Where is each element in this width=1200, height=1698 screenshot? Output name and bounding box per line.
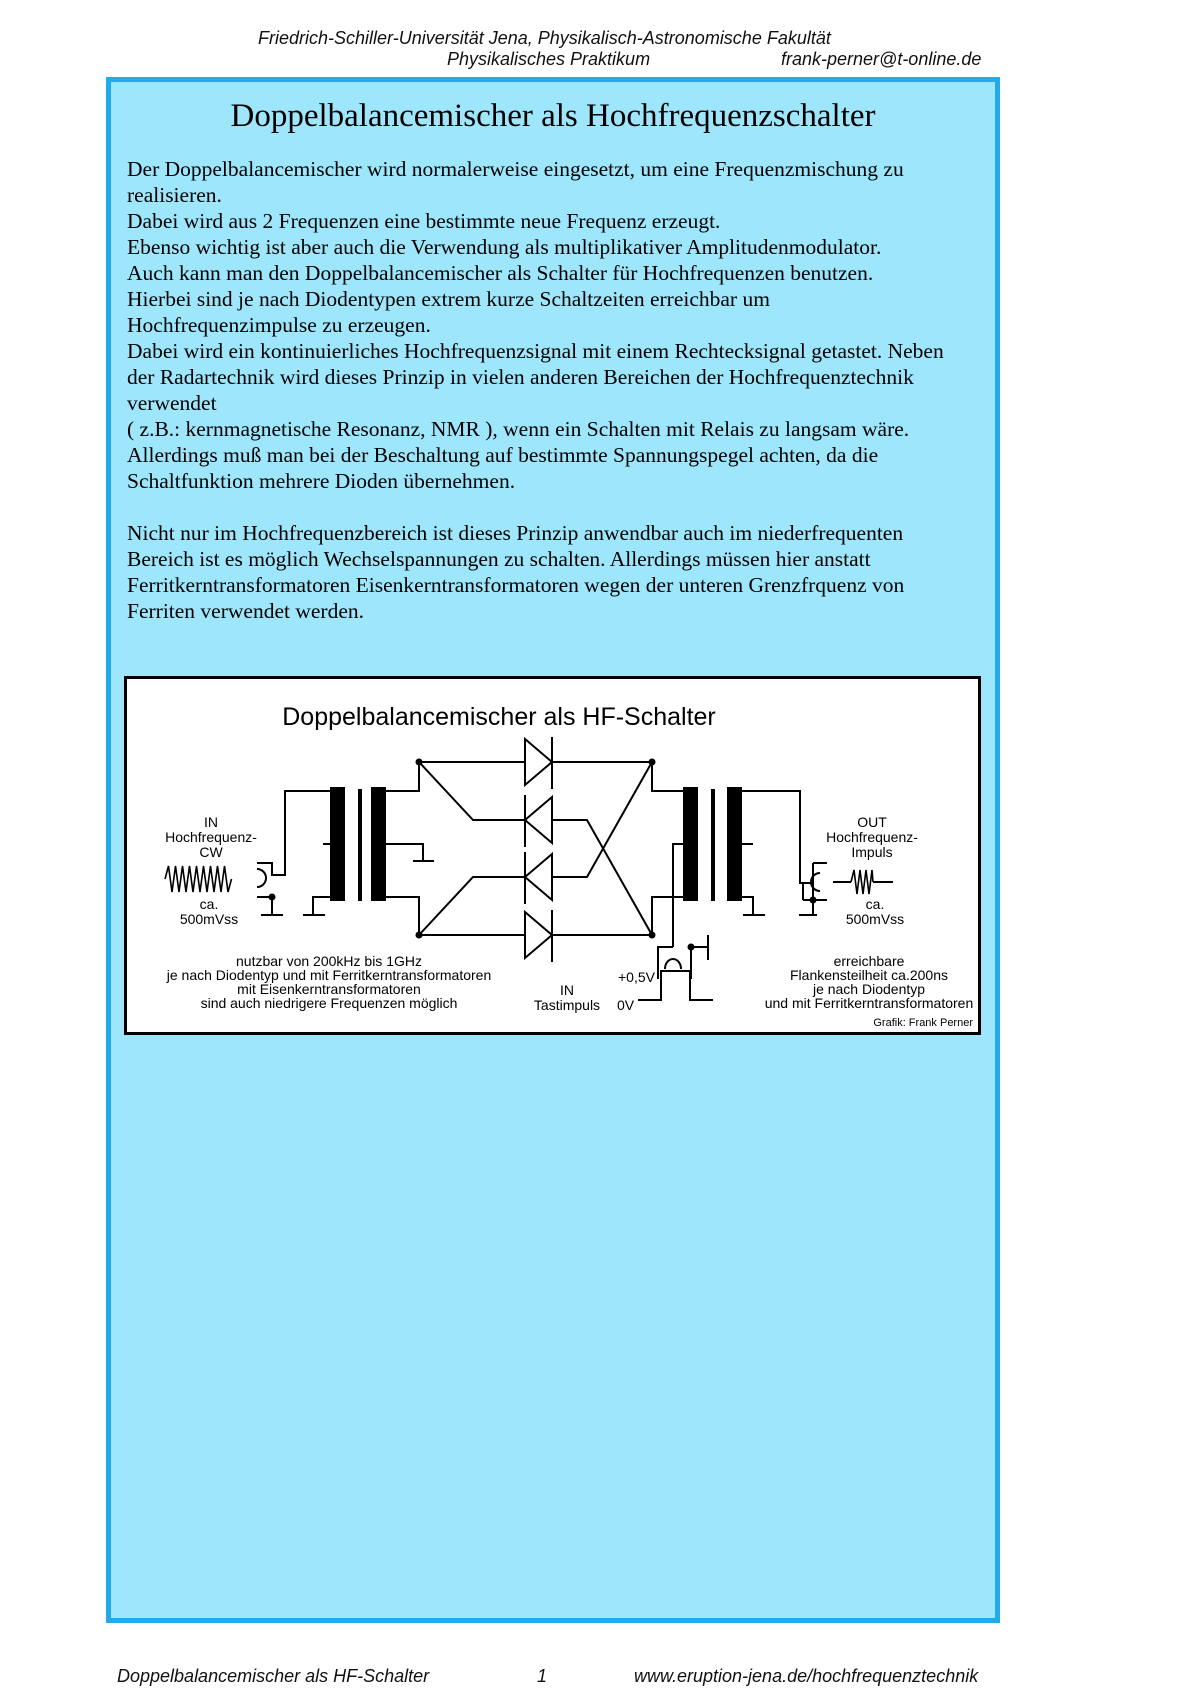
paragraph-line: Schaltfunktion mehrere Dioden übernehmen. <box>127 469 516 493</box>
usage-note-line: nutzbar von 200kHz bis 1GHz <box>236 953 422 969</box>
diode-ring <box>525 737 552 962</box>
paragraph-line: Der Doppelbalancemischer wird normalerweise eingesetzt, um eine Frequenzmischung zu <box>127 157 904 181</box>
paragraph-line: Ferritkerntransformatoren Eisenkerntransformatoren wegen der unteren Grenzfrquenz von <box>127 573 905 597</box>
paragraph-line: verwendet <box>127 391 217 415</box>
pulse-input-label: IN <box>560 982 574 998</box>
edge-note-line: je nach Diodentyp <box>812 981 926 997</box>
paragraph-line: der Radartechnik wird dieses Prinzip in vielen anderen Bereichen der Hochfrequenztechnik <box>127 365 914 389</box>
paragraph-line: Dabei wird ein kontinuierliches Hochfrequenzsignal mit einem Rechtecksignal getastet. Neben <box>127 339 944 363</box>
input-level: ca. <box>199 896 219 912</box>
output-burst-icon <box>851 870 873 894</box>
input-secondary-winding <box>371 787 386 901</box>
paragraph-line: Ferriten verwendet werden. <box>127 599 364 623</box>
diode-3 <box>525 852 552 904</box>
pulse-levels <box>617 969 656 1013</box>
input-label: IN <box>204 814 218 830</box>
footer-page-number: 1 <box>537 1666 548 1686</box>
header-department: Physikalisches Praktikum <box>447 49 651 69</box>
paragraph-line: Auch kann man den Doppelbalancemischer als Schalter für Hochfrequenzen benutzen. <box>127 261 874 285</box>
circuit-schematic <box>127 679 978 1032</box>
output-label: Hochfrequenz- <box>826 829 918 845</box>
output-core <box>711 789 715 901</box>
pulse-high-level: +0,5V <box>618 969 655 985</box>
footer-title: Doppelbalancemischer als HF-Schalter <box>117 1666 430 1686</box>
usage-note-line: je nach Diodentyp und mit Ferritkerntransformatoren <box>166 967 492 983</box>
header-email[interactable]: frank-perner@t-online.de <box>781 49 982 69</box>
paragraph-line: Hochfrequenzimpulse zu erzeugen. <box>127 313 431 337</box>
pulse-low-level: 0V <box>617 997 635 1013</box>
output-label: OUT <box>857 814 887 830</box>
edge-note-line: Flankensteilheit ca.200ns <box>790 967 948 983</box>
paragraph-line: ( z.B.: kernmagnetische Resonanz, NMR ), wenn ein Schalten mit Relais zu langsam wäre. <box>127 417 910 441</box>
footer-url[interactable]: www.eruption-jena.de/hochfrequenztechnik <box>634 1666 979 1686</box>
paragraph-line: Hierbei sind je nach Diodentypen extrem kurze Schaltzeiten erreichbar um <box>127 287 770 311</box>
diagram-title: Doppelbalancemischer als HF-Schalter <box>282 703 716 731</box>
output-transformer <box>683 787 742 901</box>
output-level: 500mVss <box>845 911 905 927</box>
input-level: 500mVss <box>179 911 239 927</box>
input-label: Hochfrequenz- <box>165 829 257 845</box>
usage-note <box>166 953 491 1011</box>
input-transformer <box>330 787 386 901</box>
edge-note <box>765 953 974 1011</box>
content-frame <box>106 77 1000 1623</box>
paragraph-line: Bereich ist es möglich Wechselspannungen zu schalten. Allerdings müssen hier anstatt <box>127 547 871 571</box>
diode-4 <box>525 910 552 962</box>
body-text <box>127 156 987 624</box>
paragraph-line: Nicht nur im Hochfrequenzbereich ist dieses Prinzip anwendbar auch im niederfrequenten <box>127 521 904 545</box>
edge-note-line: erreichbare <box>833 953 905 969</box>
usage-note-line: sind auch niedrigere Frequenzen möglich <box>200 995 458 1011</box>
paragraph-line: Allerdings muß man bei der Beschaltung auf bestimmte Spannungspegel achten, da die <box>127 443 879 467</box>
paragraph-line: Ebenso wichtig ist aber auch die Verwendung als multiplikativer Amplitudenmodulator. <box>127 235 882 259</box>
edge-note-line: und mit Ferritkerntransformatoren <box>764 995 974 1011</box>
output-label: Impuls <box>851 844 893 860</box>
circuit-wiring <box>257 762 893 979</box>
input-sine-icon <box>165 866 232 892</box>
usage-note-line: mit Eisenkerntransformatoren <box>237 981 421 997</box>
paragraph-line: realisieren. <box>127 183 222 207</box>
circuit-diagram <box>124 676 981 1035</box>
pulse-input-label: Tastimpuls <box>533 997 601 1013</box>
output-level: ca. <box>865 896 885 912</box>
diagram-credit: Grafik: Frank Perner <box>873 1017 973 1029</box>
input-core <box>358 789 362 901</box>
paragraph-line: Dabei wird aus 2 Frequenzen eine bestimmte neue Frequenz erzeugt. <box>127 209 721 233</box>
input-primary-winding <box>330 787 345 901</box>
output-secondary-winding <box>727 787 742 901</box>
page-title: Doppelbalancemischer als Hochfrequenzschalter <box>230 98 876 134</box>
output-primary-winding <box>683 787 698 901</box>
input-label: CW <box>199 844 223 860</box>
header-institution: Friedrich-Schiller-Universität Jena, Physikalisch-Astronomische Fakultät <box>258 28 831 48</box>
diode-1 <box>525 737 552 789</box>
diode-2 <box>525 795 552 847</box>
pulse-input-labels <box>534 982 600 1013</box>
